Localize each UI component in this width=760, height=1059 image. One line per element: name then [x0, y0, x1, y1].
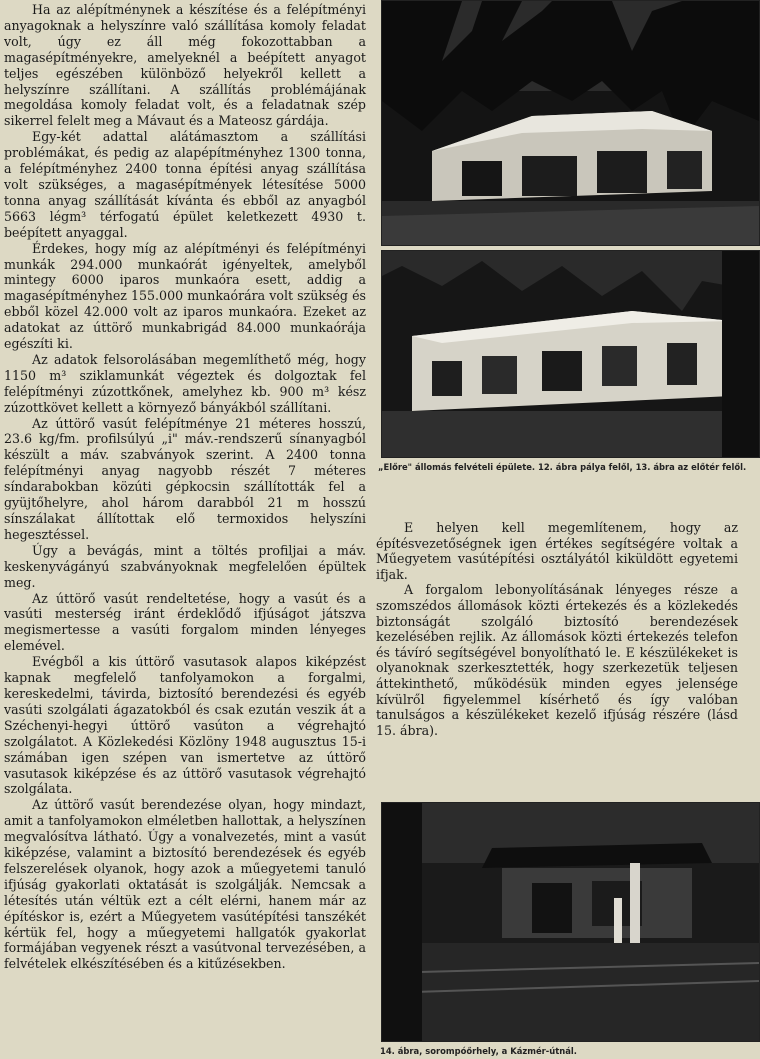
barrier-post-photo	[381, 802, 760, 1042]
paragraph: Az úttörő vasút rendeltetése, hogy a vasút és a vasúti mesterség iránt érdeklődő ifjúságot játszva megismertesse a vasúti forgalom minden lényeges elemével.	[4, 590, 366, 654]
paragraph: A forgalom lebonyolításának lényeges része a szomszédos állomások közti értekezés és a közlekedés biztonságát szolgáló biztosító berendezések kezelésében rejlik. Az állomások közti értekezés telefon és távíró segítségével bonyolítható le. E készülékeket is olyanoknak szerkesztették, hogy szerkezetük teljesen áttekinthető, működésük minden egyes jelensége kívülről figyelemmel kísérhető és így valóban tanulságos a készülékeket kezelő ifjúság részére (lásd 15. ábra).	[376, 582, 738, 738]
paragraph: Evégből a kis úttörő vasutasok alapos kiképzést kapnak megfelelő tanfolyamokon a forgalmi, kereskedelmi, távirda, biztosító berendezési és egyéb vasúti szolgálati ágazatokból és csak ezután veszik át a Széchenyi-hegyi úttörő vasúton a végrehajtó szolgálatot. A Közlekedési Közlöny 1948 augusztus 15-i számában igen szépen van ismertetve az úttörő vasutasok kiképzése és az úttörő vasutasok végrehajtó szolgálata.	[4, 654, 366, 797]
figure-caption-12-13: „Előre" állomás felvételi épülete. 12. ábra pálya felől, 13. ábra az előtér felől.	[378, 462, 747, 472]
paragraph: Egy-két adattal alátámasztom a szállítási problémákat, és pedig az alapépítményhez 1300 tonna, a felépítményhez 2400 tonna építési anyag szállítása volt szükséges, a magasépítmények létesítése 5000 tonna anyag szállítását kívánta és ebből az anyagból 5663 légm³ térfogatú épület keletkezett 4930 t. beépített anyaggal.	[4, 129, 366, 240]
left-text-column	[4, 2, 366, 972]
right-text-column	[376, 520, 738, 738]
paragraph: Az úttörő vasút felépítménye 21 méteres hosszú, 23.6 kg/fm. profilsúlyú „i" máv.-rendszerű sínanyagból készült a máv. szabványok szerint. A 2400 tonna felépítményi anyag nagyobb részét 7 méteres síndarabokban közúti gépkocsin szállították fel a gyüjtőhelyre, ahol három darabból 21 m hosszú sínszálakat állítottak elő termoxidos helyszíni hegesztéssel.	[4, 415, 366, 542]
paragraph: Ha az alépítménynek a készítése és a felépítményi anyagoknak a helyszínre való szállítása komoly feladat volt, úgy ez áll még fokozottabban a magasépítményekre, amelyeknél a beépített anyagot teljes egészében különböző helyekről kellett a helyszínre szállítani. A szállítás problémájának megoldása komoly feladat volt, és a feladatnak szép sikerrel felelt meg a Mávaut és a Mateosz gárdája.	[4, 2, 366, 129]
paragraph: Az adatok felsorolásában megemlíthető még, hogy 1150 m³ sziklamunkát végeztek és dolgoztak fel felépítményi zúzottkőnek, amelyhez kb. 900 m³ kész zúzottkövet kellett a környező bányákból szállítani.	[4, 351, 366, 415]
station-building-photo-track-side	[381, 0, 760, 246]
paragraph: E helyen kell megemlítenem, hogy az építésvezetőségnek igen értékes segítségére voltak a Műegyetem vasútépítési osztályától kiküldött egyetemi ifjak.	[376, 520, 738, 582]
station-building-photo-forecourt	[381, 250, 760, 458]
paragraph: Az úttörő vasút berendezése olyan, hogy mindazt, amit a tanfolyamokon elméletben hallottak, a helyszínen megvalósítva látható. Úgy a vonalvezetés, mint a vasút kiképzése, valamint a biztosító berendezések és egyéb felszerelések olyanok, hogy azok a műegyetemi tanuló ifjúság gyakorlati oktatását is szolgálják. Nemcsak a létesítés után véltük ezt a célt elérni, hanem már az építéskor is, ezért a Műegyetem vasútépítési tanszékét kértük fel, hogy a műegyetemi hallgatók gyakorlat formájában vegyenek részt a vasútvonal tervezésében, a felvételek elkészítésében és a kitűzésekben.	[4, 797, 366, 972]
paragraph: Érdekes, hogy míg az alépítményi és felépítményi munkák 294.000 munkaórát igényeltek, amelyből mintegy 6000 iparos munkaóra esett, addig a magasépítményhez 155.000 munkaórára volt szükség és ebből közel 42.000 volt az iparos munkaóra. Ezeket az adatokat az úttörő munkabrigád 84.000 munkaórája egészíti ki.	[4, 240, 366, 352]
paragraph: Úgy a bevágás, mint a töltés profiljai a máv. keskenyvágányú szabványoknak megfelelően épültek meg.	[4, 542, 366, 590]
figure-caption-14: 14. ábra, sorompóőrhely, a Kázmér-útnál.	[380, 1046, 577, 1056]
